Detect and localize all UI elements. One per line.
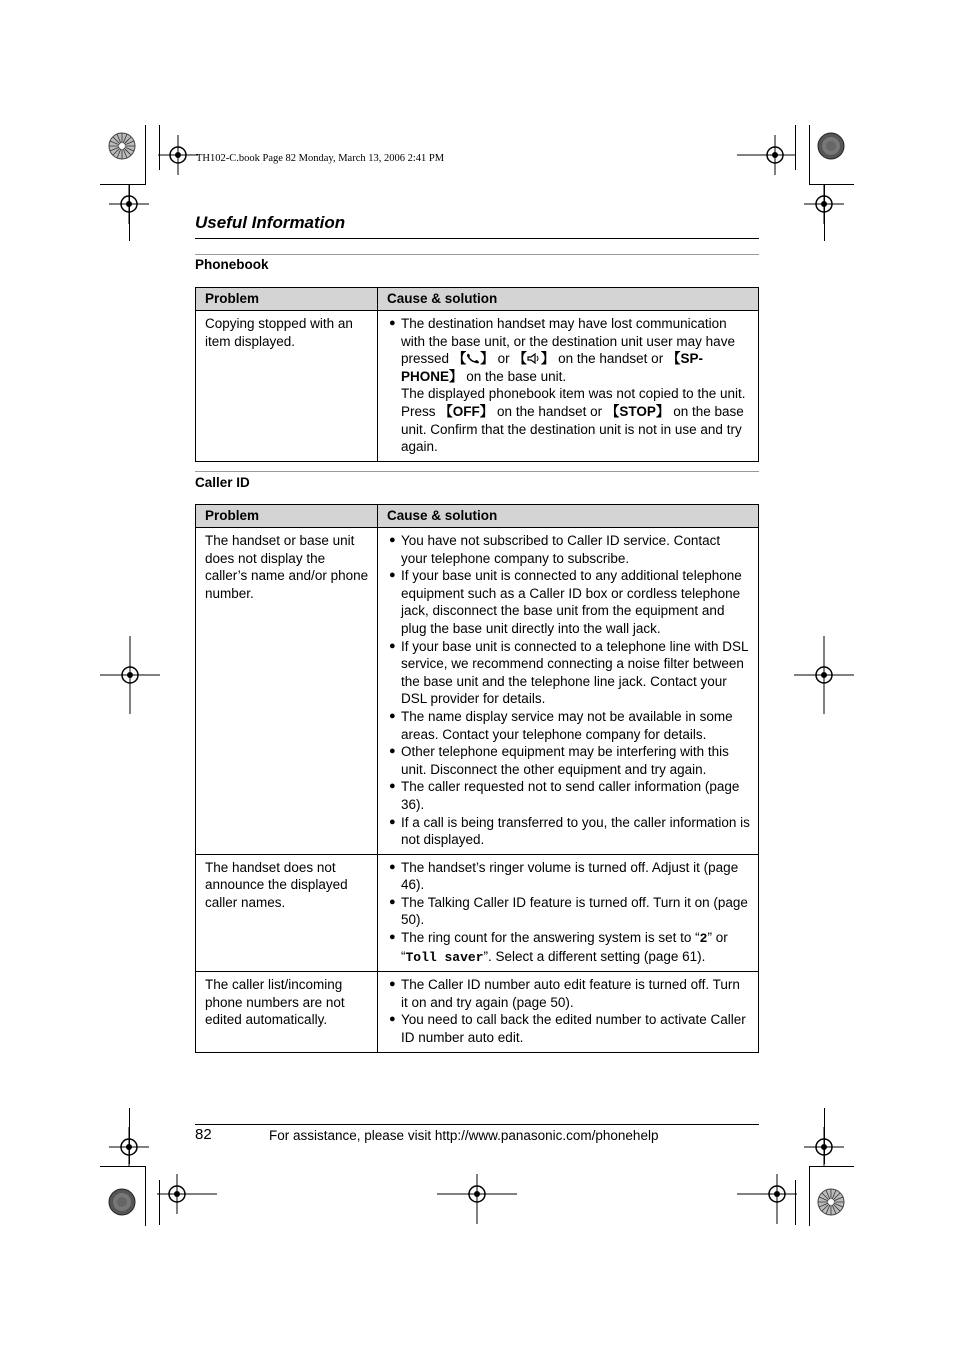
- sp-phone-key: 【SP-PHONE】: [401, 351, 703, 384]
- crop-mark: [809, 1166, 810, 1226]
- list-item: ● The ring count for the answering system is set to “2” or “Toll saver”. Select a different setting (page 61).: [389, 930, 728, 965]
- crosshair-icon: [109, 184, 149, 224]
- starburst-icon: [108, 132, 136, 160]
- problem-cell: The caller list/incoming phone numbers are not edited automatically.: [196, 972, 378, 1052]
- phonebook-table: [195, 287, 759, 462]
- footer-assistance: For assistance, please visit http://www.panasonic.com/phonehelp: [269, 1128, 659, 1143]
- bullet-icon: ●: [389, 860, 396, 873]
- phonebook-heading: Phonebook: [195, 257, 269, 272]
- list-item: ● The caller requested not to send caller information (page 36).: [389, 779, 740, 812]
- list-item: ● You have not subscribed to Caller ID service. Contact your telephone company to subscribe.: [389, 533, 721, 566]
- callerid-table: [195, 504, 759, 1053]
- column-header-solution: Cause & solution: [378, 505, 759, 528]
- bullet-icon: ●: [389, 639, 396, 652]
- crosshair-icon: [158, 135, 198, 175]
- crosshair-icon: [737, 135, 777, 175]
- list-item: ● If your base unit is connected to any additional telephone equipment such as a Caller ID box or cordless telephone jack, disconnect the base unit from the equipment and plug the base unit directly into the wall jack.: [389, 568, 742, 636]
- section-divider: [195, 254, 759, 255]
- crosshair-icon: [437, 1174, 517, 1224]
- bullet-icon: ●: [389, 931, 396, 944]
- starburst-icon: [817, 1188, 845, 1216]
- bullet-icon: ●: [389, 317, 396, 329]
- display-text: 2: [699, 931, 708, 947]
- starburst-icon: [817, 132, 845, 160]
- crosshair-icon: [100, 636, 160, 714]
- solution-cell: [378, 311, 759, 462]
- list-item: ● Other telephone equipment may be interfering with this unit. Disconnect the other equipment and try again.: [389, 744, 729, 777]
- problem-cell: The handset or base unit does not display the caller’s name and/or phone number.: [196, 528, 378, 855]
- bullet-icon: ●: [389, 534, 396, 546]
- crop-mark: [795, 125, 796, 170]
- starburst-icon: [108, 1188, 136, 1216]
- crop-mark: [145, 125, 146, 185]
- table-row: [196, 854, 759, 972]
- footer-rule: [195, 1124, 759, 1125]
- bullet-icon: ●: [389, 1013, 396, 1026]
- list-item: ● The destination handset may have lost communication with the base unit, or the destination unit user may have pressed 【 】 or 【 】 on the handset or 【SP-PHONE】 on the base unit. The displayed phonebook item was not copied to the unit. Press 【OFF】 on the handset or 【STOP】 on the base unit. Confirm that the destination unit is not in use and try again.: [389, 316, 746, 455]
- crosshair-icon: [804, 1127, 844, 1167]
- solution-cell: [378, 528, 759, 855]
- crop-mark: [145, 1166, 146, 1226]
- stop-key: 【STOP】: [605, 403, 670, 419]
- section-divider: [195, 471, 759, 472]
- crop-mark: [809, 125, 810, 185]
- book-header: TH102-C.book Page 82 Monday, March 13, 2006 2:41 PM: [196, 153, 445, 164]
- off-key: 【OFF】: [439, 403, 494, 419]
- bullet-icon: ●: [389, 709, 396, 722]
- bullet-icon: ●: [389, 780, 396, 793]
- bullet-icon: ●: [389, 569, 396, 582]
- list-item: ● The handset’s ringer volume is turned off. Adjust it (page 46).: [389, 859, 739, 893]
- page-number: 82: [195, 1126, 212, 1143]
- table-row: [196, 972, 759, 1052]
- crosshair-icon: [109, 1127, 149, 1167]
- bullet-icon: ●: [389, 978, 396, 991]
- list-item: ● The Talking Caller ID feature is turned off. Turn it on (page 50).: [389, 894, 748, 928]
- bullet-icon: ●: [389, 895, 396, 908]
- problem-cell: The handset does not announce the displayed caller names.: [196, 854, 378, 972]
- callerid-heading: Caller ID: [195, 475, 250, 490]
- crosshair-icon: [737, 1174, 797, 1224]
- crosshair-icon: [157, 1174, 217, 1214]
- list-item: ● The name display service may not be available in some areas. Contact your telephone company for details.: [389, 708, 733, 742]
- crosshair-icon: [804, 184, 844, 224]
- list-item: ● The Caller ID number auto edit feature is turned off. Turn it on and try again (page 50).: [389, 977, 740, 1010]
- display-text: Toll saver: [405, 949, 484, 965]
- list-item: ● If your base unit is connected to a telephone line with DSL service, we recommend connecting a noise filter between the base unit and the telephone line jack. Contact your DSL provider for details.: [389, 638, 748, 707]
- solution-cell: [378, 972, 759, 1052]
- table-row: [196, 528, 759, 855]
- speakerphone-icon: 【 】: [513, 351, 555, 367]
- list-item: ● You need to call back the edited number to activate Caller ID number auto edit.: [389, 1012, 746, 1046]
- talk-icon: 【 】: [452, 351, 494, 367]
- crosshair-icon: [794, 636, 854, 714]
- problem-cell: Copying stopped with an item displayed.: [196, 311, 378, 462]
- table-row: [196, 311, 759, 462]
- column-header-problem: Problem: [196, 505, 378, 528]
- column-header-problem: Problem: [196, 288, 378, 311]
- solution-cell: [378, 854, 759, 972]
- section-title: Useful Information: [195, 213, 346, 232]
- list-item: ● If a call is being transferred to you, the caller information is not displayed.: [389, 814, 750, 848]
- bullet-icon: ●: [389, 745, 396, 758]
- column-header-solution: Cause & solution: [378, 288, 759, 311]
- bullet-icon: ●: [389, 815, 396, 828]
- header-rule: [195, 238, 759, 239]
